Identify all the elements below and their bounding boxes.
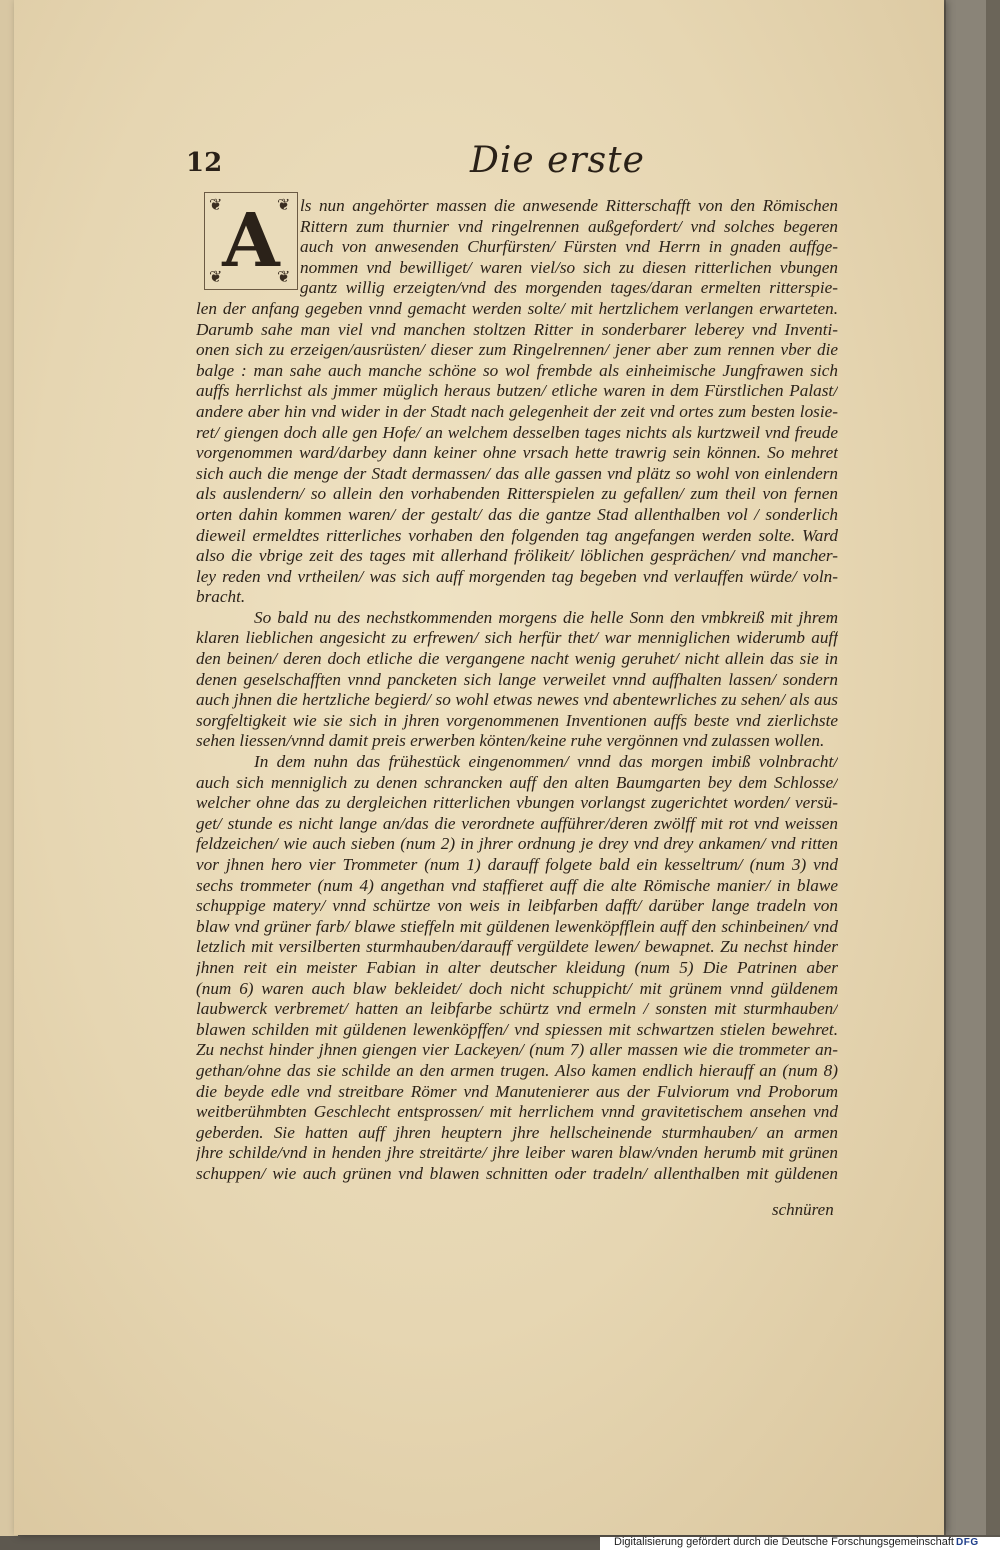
text-line: den beinen/ deren doch etliche die vergangene nacht wenig geruhet/ nicht allein das sie in: [196, 649, 838, 669]
text-line: sorgfeltigkeit wie sie sich in jhren vorgenommenen Inventionen auffs beste vnd zierlichste: [196, 710, 838, 730]
text-line: balge : man sahe auch manche schöne so wol frembde als einheimische Jungfrawen sich: [196, 360, 838, 380]
text-line: schuppen/ wie auch grünen vnd blawen schnitten oder tradeln/ allenthalben mit güldenen: [196, 1163, 838, 1183]
text-line: sehen liessen/vnnd damit preis erwerben könten/keine ruhe vergönnen vnd zulassen wollen.: [196, 731, 825, 751]
text-line: weitberühmbten Geschlecht entsprossen/ mit herrlichem vnnd gravitetischem ansehen vnd: [196, 1102, 838, 1122]
page-number: 12: [186, 148, 223, 178]
dfg-logo: DFG: [956, 1537, 979, 1548]
text-line: welcher ohne das zu dergleichen ritterlichen vbungen vorlangst zugerichtet worden/ versü-: [196, 793, 838, 813]
text-line: jhnen reit ein meister Fabian in alter deutscher kleidung (num 5) Die Patrinen aber: [196, 957, 838, 977]
text-line: auffs herrlichst als jmmer müglich heraus butzen/ etliche waren in dem Fürstlichen Palast/: [196, 381, 838, 401]
next-page-edge: [946, 0, 986, 1535]
text-line: So bald nu des nechstkommenden morgens die helle Sonn den vmbkreiß mit jhrem: [254, 607, 838, 627]
running-head: Die erste: [470, 140, 645, 181]
text-line: get/ stunde es nicht lange an/das die verordnete aufführer/deren zwölff mit rot vnd weissen: [196, 813, 838, 833]
text-line: geberden. Sie hatten auff jhren heuptern jhre hellscheinende sturmhauben/ an armen: [196, 1122, 838, 1142]
text-line: gethan/ohne das sie schilde an den armen trugen. Also kamen endlich hierauff an (num 8): [196, 1060, 838, 1080]
text-line: gantz willig erzeigten/vnd des morgenden tages/daran ermelten ritterspie-: [300, 278, 838, 298]
funding-credit: Digitalisierung gefördert durch die Deutsche Forschungsgemeinschaft: [614, 1536, 954, 1548]
text-line: vorgenommen ward/darbey dann keiner ohne vrsach hette trawrig sein können. So mehret: [196, 443, 838, 463]
text-line: In dem nuhn das frühestück eingenommen/ vnnd das morgen imbiß volnbracht/: [254, 752, 838, 772]
text-line: klaren lieblichen angesicht zu erfrewen/ sich herfür thet/ war menniglichen widerumb auff: [196, 628, 838, 648]
text-line: ret/ giengen doch alle gen Hofe/ an welchem desselben tages nichts als kurtzweil vnd freude: [196, 422, 838, 442]
flourish-icon: ❦: [209, 267, 223, 286]
initial-letter: A: [222, 198, 280, 284]
text-line: vor jhnen hero vier Trommeter (num 1) darauff folgete bald ein kesseltrum/ (num 3) vnd: [196, 855, 838, 874]
text-line: denen geselschafften vnnd pancketen sich lange verweilet vnnd auffhalten lassen/ sondern: [196, 669, 838, 689]
text-line: blaw vnd grüner farb/ blawe stieffeln mit güldenen lewenköpfflein auff den schinbeinen/ vnd: [196, 916, 838, 936]
text-line: Darumb sahe man viel vnd manchen stoltzen Ritter in sonderbarer leberey vnd Inventi-: [196, 319, 838, 339]
text-line: ls nun angehörter massen die anwesende Ritterschafft von den Römischen: [300, 196, 838, 215]
text-line: auch von anwesenden Churfürsten/ Fürsten vnd Herrn in gnaden auffge-: [300, 237, 838, 257]
text-line: sich auch die menge der Stadt dermassen/ das alle gassen vnd plätz so wohl von einlendern: [196, 463, 838, 483]
text-line: onen sich zu erzeigen/ausrüsten/ dieser zum Ringelrennen/ jener aber zum rennen vber die: [196, 340, 838, 360]
text-line: Zu nechst hinder jhnen giengen vier Lackeyen/ (num 7) aller massen wie die trommeter an-: [196, 1040, 838, 1060]
text-line: als auslendern/ so allein den vorhabenden Ritterspielen zu gefallen/ zum theil von fernen: [196, 484, 838, 504]
text-line: orten dahin kommen waren/ der gestalt/ das die gantze Stad allenthalben vol / sonderlich: [196, 504, 838, 524]
text-line: dieweil ermeldtes ritterliches vorhaben den folgenden tag angefangen werden solte. Ward: [196, 525, 838, 545]
text-line: auch jhnen die hertzliche begierd/ so wohl etwas newes vnd abentewrliches zu sehen/ als aus: [196, 690, 838, 710]
flourish-icon: ❦: [209, 195, 223, 214]
text-line: laubwerck verbremet/ hatten an leibfarbe schürtz vnd ermeln / sonsten mit sturmhauben/: [196, 999, 838, 1019]
text-line: jhre schilde/vnd in henden jhre streitärte/ jhre leiber waren blaw/vnden herumb mit grünen: [196, 1143, 838, 1163]
text-line: feldzeichen/ wie auch sieben (num 2) in jhrer ordnung je drey vnd drey ankamen/ vnd ritten: [196, 834, 838, 854]
text-line: die beyde edle vnd streitbare Römer vnd Manutenierer aus der Fulviorum vnd Proborum: [196, 1081, 838, 1101]
text-line: sechs trommeter (num 4) angethan vnd staffieret auff die alte Römische manier/ in blawe: [196, 875, 838, 895]
catchword: schnüren: [772, 1200, 834, 1219]
text-line: schuppige matery/ vnnd schürtze von weis in leibfarben dafft/ darüber lange tradeln von: [196, 896, 838, 916]
flourish-icon: ❦: [277, 267, 291, 286]
body-text: [196, 196, 838, 1185]
text-line: nommen vnd bewilliget/ waren viel/so sich zu diesen ritterlichen vbungen: [300, 257, 838, 277]
text-line: auch sich menniglich zu denen schrancken auff den alten Baumgarten bey dem Schlosse/: [196, 772, 838, 792]
text-line: andere aber hin vnd wider in der Stadt nach gelegenheit der zeit vnd ortes zum besten losie-: [196, 401, 838, 421]
flourish-icon: ❦: [277, 195, 291, 214]
text-line: letzlich mit versilberten sturmhauben/darauff vergüldete lewen/ bewapnet. Zu nechst hinder: [196, 937, 838, 957]
text-line: also die vbrige zeit des tages mit allerhand frölikeit/ löblichen gesprächen/ vnd mancher-: [196, 546, 838, 566]
text-line: ley reden vnd vrtheilen/ was sich auff morgenden tag begeben vnd verlauffen würde/ voln-: [196, 566, 838, 586]
text-line: (num 6) waren auch blaw bekleidet/ doch nicht schuppicht/ mit grünem vnnd güldenem: [196, 978, 838, 998]
text-line: len der anfang gegeben vnnd gemacht werden solte/ mit hertzlichem verlangen erwarteten.: [196, 298, 838, 318]
text-line: bracht.: [196, 587, 246, 607]
text-line: Rittern zum thurnier vnd ringelrennen außgefordert/ vnd solches begeren: [300, 216, 838, 236]
text-line: blawen schilden mit güldenen lewenköpffen/ vnd spiessen mit schwartzen stielen bewehret.: [196, 1019, 838, 1039]
